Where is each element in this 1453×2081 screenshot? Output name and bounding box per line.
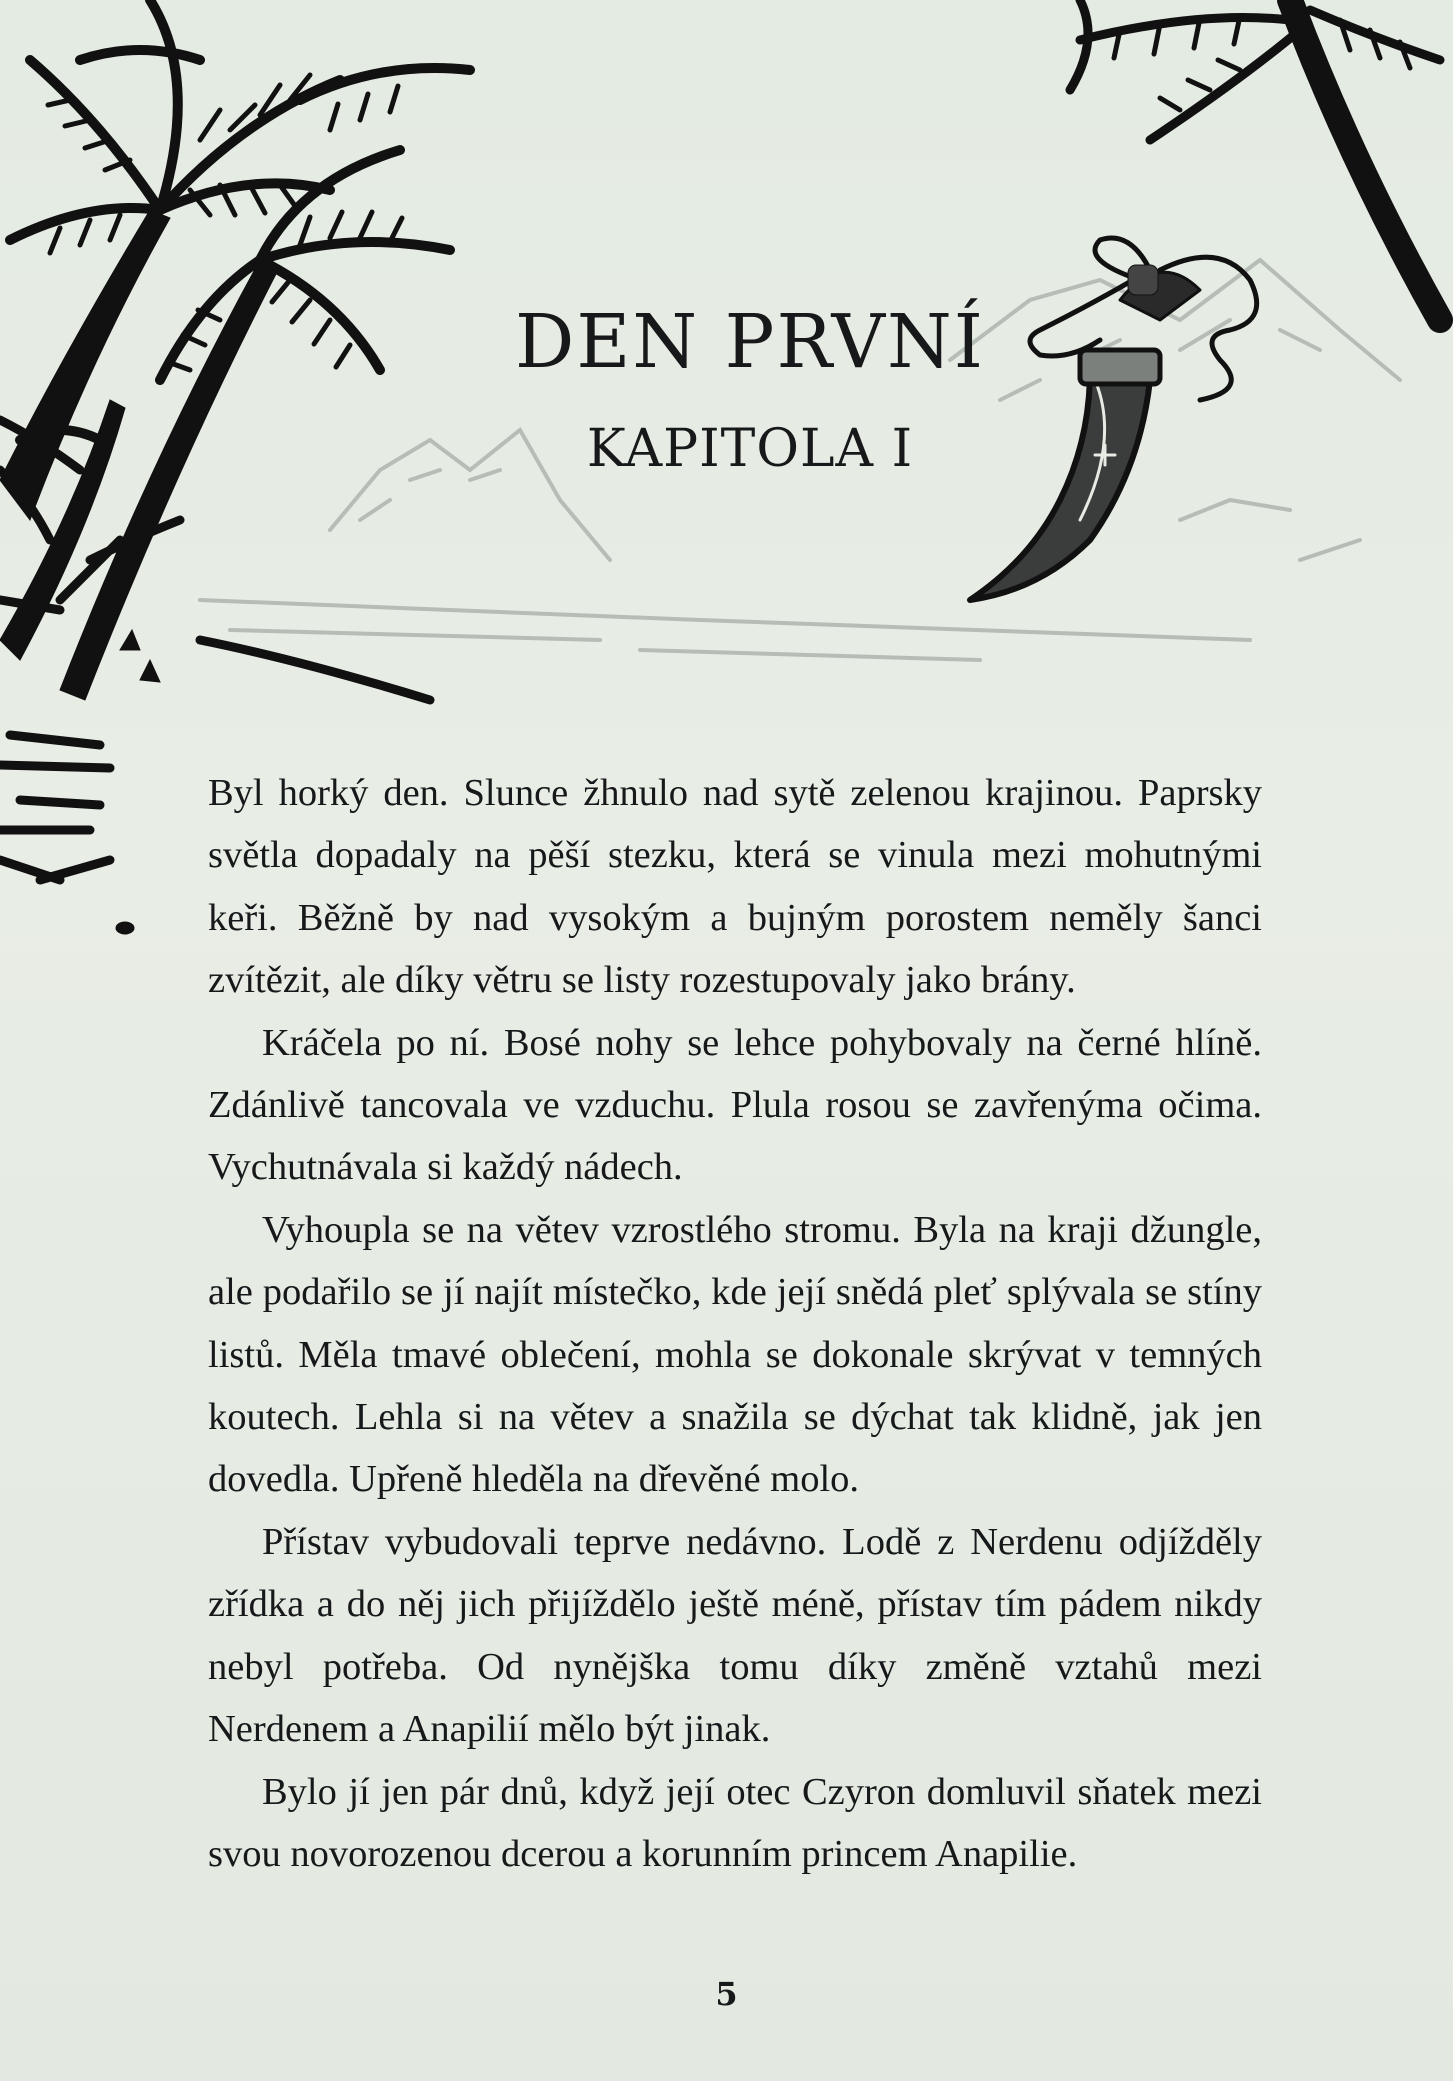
chapter-title: DEN PRVNÍ <box>515 299 985 385</box>
paragraph: Byl horký den. Slunce žhnulo nad sytě zelenou krajinou. Paprsky světla dopadaly na pěší stezku, která se vinula mezi mohutnými keři. Běžně by nad vysokým a bujným porostem neměly šanci zvítězit, ale díky větru se listy rozestupovaly jako brány. <box>208 772 1262 1002</box>
paragraph: Kráčela po ní. Bosé nohy se lehce pohybovaly na černé hlíně. Zdánlivě tancovala ve vzduchu. Plula rosou se zavřenýma očima. Vychutnávala si každý nádech. <box>208 1021 1262 1189</box>
chapter-body <box>208 762 1262 1885</box>
right-palm-illustration <box>1070 0 1440 320</box>
chapter-subtitle: KAPITOLA I <box>586 419 914 479</box>
paragraph: Vyhoupla se na větev vzrostlého stromu. Byla na kraji džungle, ale podařilo se jí najít místečko, kde její snědá pleť splývala se stíny listů. Měla tmavé oblečení, mohla se dokonale skrývat v temných koutech. Lehla si na větev a snažila se dýchat tak klidně, jak jen dovedla. Upřeně hleděla na dřevěné molo. <box>208 1208 1262 1501</box>
chapter-heading <box>500 299 1000 479</box>
page-number: 5 <box>715 1975 738 2013</box>
paragraph: Přístav vybudovali teprve nedávno. Lodě z Nerdenu odjížděly zřídka a do něj jich přijíždělo ještě méně, přístav tím pádem nikdy nebyl potřeba. Od nynějška tomu díky změně vztahů mezi Nerdenem a Anapilií mělo být jinak. <box>208 1520 1262 1751</box>
paragraph: Bylo jí jen pár dnů, když její otec Czyron domluvil sňatek mezi svou novorozenou dcerou a korunním princem Anapilie. <box>208 1770 1262 1875</box>
